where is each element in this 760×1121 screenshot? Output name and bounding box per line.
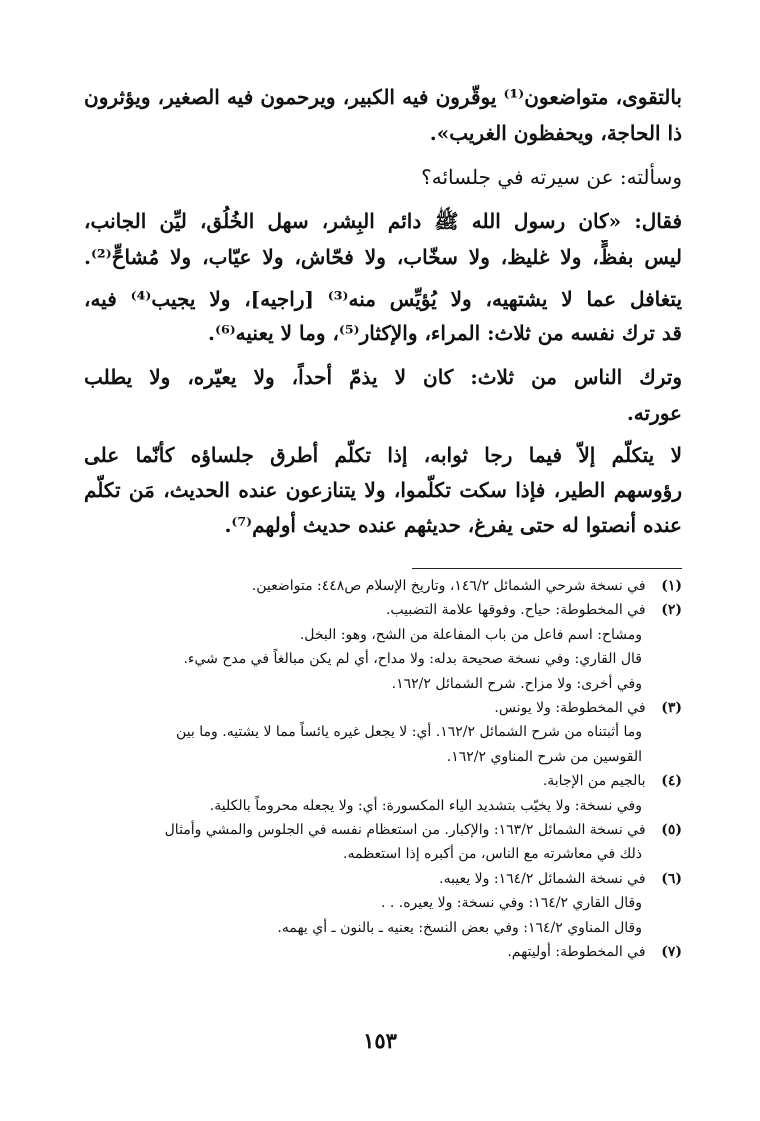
body-line-1: بالتقوى، متواضعون⁽¹⁾ يوقّرون فيه الكبير، ويرحمون فيه الصغير، ويؤثرون bbox=[84, 85, 682, 109]
footnote-text: وفي نسخة: ولا يخيّب بتشديد الياء المكسورة: أي: ولا يجعله محروماً بالكلية. bbox=[209, 797, 642, 814]
footnote-number: (٢) bbox=[661, 602, 682, 619]
footnote-number: (١) bbox=[661, 578, 682, 594]
footnote-line bbox=[84, 598, 682, 623]
footnote-separator bbox=[412, 568, 682, 569]
footnote-line bbox=[84, 647, 682, 672]
footnote-text: ذلك في معاشرته مع الناس، من أكبره إذا استعظمه. bbox=[343, 846, 642, 863]
footnote-line bbox=[84, 769, 682, 794]
footnote-text: في المخطوطة: أوليتهم. bbox=[507, 944, 646, 960]
footnote-text: وفي أخرى: ولا مزاح. شرح الشمائل ١٦٢/٢. bbox=[391, 675, 642, 692]
body-line-10: لا يتكلّم إلاّ فيما رجا ثوابه، إذا تكلّم أطرق جلساؤه كأنّما على bbox=[84, 443, 682, 467]
body-line-8: وترك الناس من ثلاث: كان لا يذمّ أحداً، ولا يعيّره، ولا يطلب bbox=[84, 365, 682, 389]
footnote-line bbox=[84, 574, 682, 599]
footnote-number: (٣) bbox=[661, 700, 682, 716]
footnote-text: في نسخة الشمائل ١٦٤/٢: ولا يعيبه. bbox=[439, 870, 646, 887]
body-line-7: قد ترك نفسه من ثلاث: المراء، والإكثار⁽⁵⁾، وما لا يعنيه⁽⁶⁾. bbox=[208, 321, 682, 345]
footnote-number: (٤) bbox=[661, 773, 682, 790]
body-line-4: فقال: «كان رسول الله ﷺ دائم البِشر، سهل الخُلُق، ليِّن الجانب، bbox=[84, 209, 682, 233]
footnote-line bbox=[84, 916, 682, 941]
footnote-text: في المخطوطة: ولا يونس. bbox=[494, 700, 646, 716]
footnote-line bbox=[84, 794, 682, 819]
footnote-number: (٦) bbox=[661, 870, 682, 887]
body-line-5: ليس بفظٍّ، ولا غليظ، ولا سخّاب، ولا فحّاش، ولا عيّاب، ولا مُشاحٍّ⁽²⁾. bbox=[84, 245, 682, 269]
footnote-text: وما أثبتناه من شرح الشمائل ١٦٢/٢. أي: لا يجعل غيره يائساً مما لا يشتيه. وما بين bbox=[176, 724, 642, 741]
footnote-line bbox=[84, 842, 682, 867]
footnote-text: قال القاري: وفي نسخة صحيحة بدله: ولا مداح، أي لم يكن مبالغاً في مدح شيء. bbox=[183, 651, 642, 668]
footnote-text: ومشاح: اسم فاعل من باب المفاعلة من الشح، وهو: البخل. bbox=[299, 626, 642, 643]
footnote-text: القوسين من شرح المناوي ١٦٢/٢. bbox=[446, 748, 642, 765]
footnote-text: وقال القاري ١٦٤/٢: وفي نسخة: ولا يعيره. . . bbox=[380, 895, 642, 912]
footnote-text: وقال المناوي ١٦٤/٢: وفي بعض النسخ: يعنيه ـ بالنون ـ أي يهمه. bbox=[277, 919, 642, 936]
footnote-line bbox=[84, 940, 682, 965]
footnote-line bbox=[84, 891, 682, 916]
footnote-text: بالجيم من الإجابة. bbox=[542, 773, 646, 790]
footnote-line bbox=[84, 696, 682, 721]
body-line-2: ذا الحاجة، ويحفظون الغريب». bbox=[429, 121, 682, 145]
footnote-text: في المخطوطة: حياح. وفوقها علامة التضبيب. bbox=[385, 602, 646, 619]
body-line-3: وسألته: عن سيرته في جلسائه؟ bbox=[421, 165, 682, 189]
page-number: ١٥٣ bbox=[363, 1028, 397, 1053]
footnote-line bbox=[84, 720, 682, 745]
body-line-6: يتغافل عما لا يشتهيه، ولا يُؤيِّس منه⁽³⁾ [راجيه]، ولا يجيب⁽⁴⁾ فيه، bbox=[84, 287, 682, 311]
footnote-line bbox=[84, 623, 682, 648]
body-line-11: رؤوسهم الطير، فإذا سكت تكلّموا، ولا يتنازعون عنده الحديث، مَن تكلّم bbox=[84, 478, 682, 502]
footnote-line bbox=[84, 867, 682, 892]
footnote-line bbox=[84, 745, 682, 770]
body-line-9: عورته. bbox=[626, 401, 682, 425]
footnote-text: في نسخة شرحي الشمائل ١٤٦/٢، وتاريخ الإسلام ص٤٤٨: متواضعين. bbox=[251, 578, 646, 594]
footnote-number: (٥) bbox=[661, 822, 682, 838]
footnote-line bbox=[84, 672, 682, 697]
footnote-line bbox=[84, 818, 682, 843]
footnote-number: (٧) bbox=[661, 944, 682, 960]
footnote-text: في نسخة الشمائل ١٦٣/٢: والإكبار. من استعظام نفسه في الجلوس والمشي وأمثال bbox=[164, 822, 646, 838]
body-line-12: عنده أنصتوا له حتى يفرغ، حديثهم عنده حديث أولهم⁽⁷⁾. bbox=[224, 513, 682, 537]
